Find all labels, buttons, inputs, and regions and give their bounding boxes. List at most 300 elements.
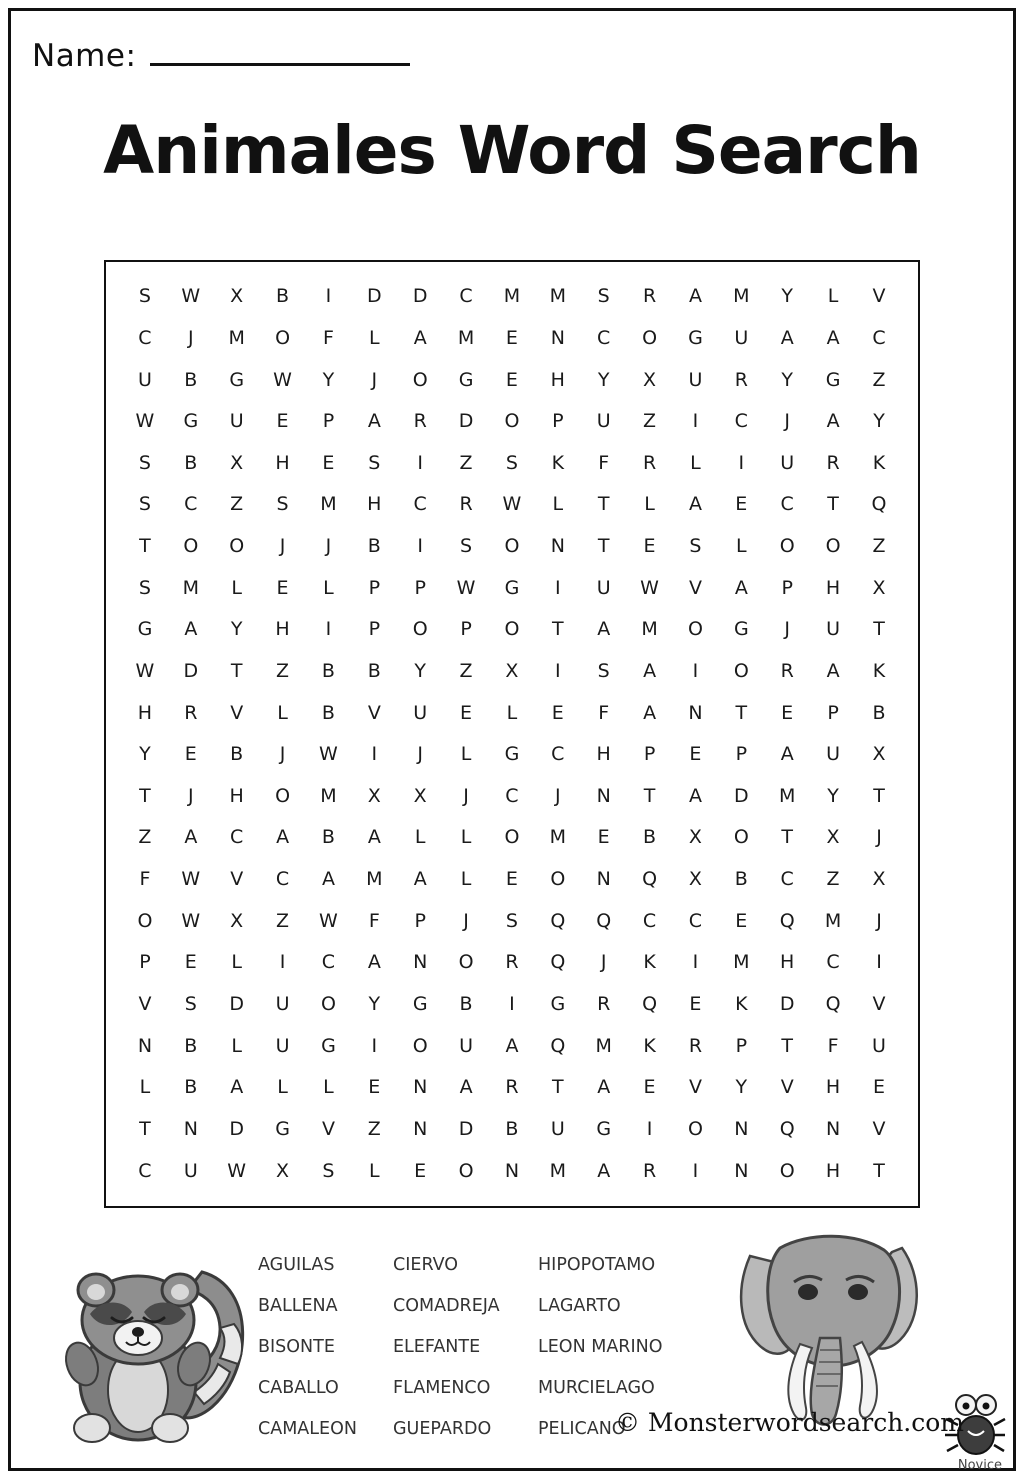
letter-cell[interactable]: L	[460, 826, 472, 849]
letter-cell[interactable]: R	[597, 992, 611, 1015]
letter-cell[interactable]: I	[555, 576, 561, 599]
letter-cell[interactable]: L	[139, 1076, 151, 1099]
letter-cell[interactable]: T	[781, 826, 793, 849]
letter-cell[interactable]: Z	[230, 493, 244, 516]
letter-cell[interactable]: U	[275, 992, 290, 1015]
letter-cell[interactable]: L	[460, 868, 472, 891]
word-list-item[interactable]: PELICANO	[538, 1419, 626, 1439]
letter-cell[interactable]: B	[367, 535, 381, 558]
letter-cell[interactable]: H	[229, 784, 244, 807]
letter-cell[interactable]: A	[597, 1159, 611, 1182]
letter-cell[interactable]: P	[139, 951, 151, 974]
letter-cell[interactable]: J	[784, 618, 790, 641]
letter-cell[interactable]: N	[413, 1076, 428, 1099]
letter-cell[interactable]: E	[184, 951, 197, 974]
letter-cell[interactable]: S	[460, 535, 473, 558]
letter-cell[interactable]: I	[371, 1034, 378, 1057]
letter-cell[interactable]: S	[689, 535, 702, 558]
letter-cell[interactable]: W	[319, 743, 338, 766]
letter-cell[interactable]: Y	[781, 285, 793, 308]
letter-cell[interactable]: L	[552, 493, 564, 516]
letter-cell[interactable]: O	[320, 992, 336, 1015]
letter-cell[interactable]: I	[371, 743, 378, 766]
letter-cell[interactable]: J	[784, 410, 790, 433]
letter-cell[interactable]: C	[688, 909, 703, 932]
letter-cell[interactable]: I	[646, 1117, 653, 1140]
letter-cell[interactable]: D	[458, 410, 474, 433]
letter-cell[interactable]: R	[505, 1076, 519, 1099]
letter-cell[interactable]: E	[414, 1159, 427, 1182]
letter-cell[interactable]: A	[505, 1034, 519, 1057]
letter-cell[interactable]: H	[825, 576, 841, 599]
letter-cell[interactable]: M	[503, 285, 521, 308]
letter-cell[interactable]: G	[596, 1117, 612, 1140]
letter-cell[interactable]: O	[275, 326, 291, 349]
letter-cell[interactable]: B	[230, 743, 244, 766]
letter-cell[interactable]: Z	[872, 535, 886, 558]
letter-cell[interactable]: I	[279, 951, 286, 974]
letter-cell[interactable]: D	[229, 992, 244, 1015]
letter-cell[interactable]: I	[555, 659, 561, 682]
letter-cell[interactable]: P	[414, 576, 426, 599]
letter-cell[interactable]: A	[826, 326, 840, 349]
letter-cell[interactable]: W	[456, 576, 476, 599]
letter-cell[interactable]: M	[457, 326, 475, 349]
letter-cell[interactable]: M	[182, 576, 200, 599]
letter-cell[interactable]: J	[463, 909, 469, 932]
letter-cell[interactable]: Q	[779, 1117, 795, 1140]
letter-cell[interactable]: D	[779, 992, 795, 1015]
letter-cell[interactable]: F	[322, 326, 334, 349]
letter-cell[interactable]: X	[643, 368, 657, 391]
letter-cell[interactable]: E	[735, 909, 748, 932]
letter-cell[interactable]: G	[504, 743, 520, 766]
letter-cell[interactable]: U	[183, 1159, 198, 1182]
letter-cell[interactable]: S	[505, 909, 518, 932]
letter-cell[interactable]: E	[505, 326, 518, 349]
letter-cell[interactable]: J	[371, 368, 378, 391]
letter-cell[interactable]: L	[690, 451, 701, 474]
letter-cell[interactable]: G	[504, 576, 520, 599]
letter-cell[interactable]: T	[552, 1076, 564, 1099]
letter-cell[interactable]: I	[417, 535, 423, 558]
letter-cell[interactable]: T	[552, 618, 564, 641]
letter-cell[interactable]: O	[733, 826, 749, 849]
letter-cell[interactable]: C	[505, 784, 519, 807]
letter-cell[interactable]: L	[231, 951, 242, 974]
letter-cell[interactable]: B	[184, 1076, 198, 1099]
letter-cell[interactable]: O	[137, 909, 153, 932]
letter-cell[interactable]: I	[417, 451, 423, 474]
letter-cell[interactable]: O	[504, 618, 520, 641]
letter-cell[interactable]: T	[139, 784, 151, 807]
letter-cell[interactable]: F	[827, 1034, 839, 1057]
letter-cell[interactable]: Z	[459, 659, 473, 682]
letter-cell[interactable]: N	[550, 326, 565, 349]
letter-cell[interactable]: V	[230, 868, 244, 891]
word-list-item[interactable]: LAGARTO	[538, 1296, 621, 1316]
letter-cell[interactable]: G	[733, 618, 749, 641]
letter-cell[interactable]: A	[413, 326, 427, 349]
letter-cell[interactable]: M	[320, 493, 337, 516]
letter-cell[interactable]: O	[779, 535, 795, 558]
letter-cell[interactable]: E	[597, 826, 610, 849]
letter-cell[interactable]: L	[231, 576, 242, 599]
letter-cell[interactable]: E	[276, 410, 289, 433]
letter-cell[interactable]: J	[463, 784, 469, 807]
letter-cell[interactable]: U	[596, 410, 611, 433]
letter-cell[interactable]: W	[273, 368, 292, 391]
letter-cell[interactable]: O	[825, 535, 841, 558]
letter-cell[interactable]: E	[505, 868, 518, 891]
letter-cell[interactable]: A	[367, 951, 381, 974]
letter-cell[interactable]: R	[734, 368, 748, 391]
letter-cell[interactable]: B	[184, 368, 198, 391]
letter-cell[interactable]: D	[458, 1117, 474, 1140]
letter-cell[interactable]: N	[734, 1117, 749, 1140]
letter-cell[interactable]: U	[275, 1034, 290, 1057]
letter-cell[interactable]: M	[733, 285, 750, 308]
letter-cell[interactable]: Z	[276, 659, 290, 682]
letter-cell[interactable]: N	[825, 1117, 841, 1140]
letter-cell[interactable]: O	[504, 535, 520, 558]
letter-cell[interactable]: D	[733, 784, 749, 807]
letter-cell[interactable]: B	[321, 659, 335, 682]
letter-cell[interactable]: B	[184, 451, 198, 474]
letter-cell[interactable]: G	[550, 992, 566, 1015]
letter-cell[interactable]: A	[321, 868, 335, 891]
letter-cell[interactable]: E	[735, 493, 748, 516]
letter-cell[interactable]: E	[643, 1076, 656, 1099]
letter-cell[interactable]: V	[321, 1117, 335, 1140]
letter-cell[interactable]: C	[734, 410, 748, 433]
letter-cell[interactable]: O	[412, 618, 428, 641]
letter-cell[interactable]: J	[417, 743, 423, 766]
letter-cell[interactable]: X	[688, 868, 702, 891]
letter-cell[interactable]: L	[277, 701, 288, 724]
letter-cell[interactable]: X	[230, 451, 244, 474]
letter-cell[interactable]: A	[184, 618, 198, 641]
letter-cell[interactable]: Q	[825, 992, 841, 1015]
letter-cell[interactable]: R	[780, 659, 794, 682]
letter-cell[interactable]: V	[872, 285, 886, 308]
letter-cell[interactable]: O	[412, 1034, 428, 1057]
letter-cell[interactable]: Y	[414, 659, 426, 682]
letter-cell[interactable]: N	[596, 868, 611, 891]
letter-cell[interactable]: U	[459, 1034, 474, 1057]
letter-cell[interactable]: C	[642, 909, 657, 932]
letter-cell[interactable]: P	[414, 909, 426, 932]
letter-cell[interactable]: C	[184, 493, 198, 516]
letter-cell[interactable]: Y	[322, 368, 335, 391]
letter-cell[interactable]: M	[733, 951, 750, 974]
letter-cell[interactable]: S	[505, 451, 518, 474]
letter-cell[interactable]: C	[413, 493, 427, 516]
letter-cell[interactable]: L	[827, 285, 839, 308]
letter-cell[interactable]: C	[275, 868, 290, 891]
letter-cell[interactable]: M	[549, 826, 567, 849]
letter-cell[interactable]: E	[276, 576, 289, 599]
letter-cell[interactable]: I	[876, 951, 882, 974]
letter-cell[interactable]: U	[596, 576, 611, 599]
letter-cell[interactable]: J	[555, 784, 561, 807]
letter-cell[interactable]: R	[505, 951, 519, 974]
letter-cell[interactable]: Z	[459, 451, 473, 474]
letter-cell[interactable]: L	[369, 326, 380, 349]
word-list-item[interactable]: CIERVO	[393, 1255, 459, 1275]
letter-cell[interactable]: Q	[871, 493, 887, 516]
letter-cell[interactable]: X	[505, 659, 519, 682]
letter-cell[interactable]: N	[183, 1117, 198, 1140]
letter-cell[interactable]: V	[688, 576, 702, 599]
letter-cell[interactable]: C	[459, 285, 473, 308]
letter-cell[interactable]: V	[872, 992, 886, 1015]
letter-cell[interactable]: K	[551, 451, 565, 474]
letter-cell[interactable]: I	[509, 992, 515, 1015]
letter-cell[interactable]: T	[643, 784, 656, 807]
letter-cell[interactable]: M	[366, 868, 383, 891]
letter-cell[interactable]: T	[230, 659, 243, 682]
letter-cell[interactable]: X	[230, 909, 244, 932]
letter-cell[interactable]: B	[459, 992, 473, 1015]
letter-cell[interactable]: P	[552, 410, 564, 433]
letter-cell[interactable]: B	[184, 1034, 198, 1057]
letter-cell[interactable]: W	[181, 868, 201, 891]
letter-cell[interactable]: L	[460, 743, 472, 766]
letter-cell[interactable]: C	[321, 951, 336, 974]
letter-cell[interactable]: Y	[230, 618, 243, 641]
letter-cell[interactable]: K	[735, 992, 748, 1015]
letter-cell[interactable]: G	[458, 368, 474, 391]
letter-cell[interactable]: E	[872, 1076, 885, 1099]
letter-cell[interactable]: C	[230, 826, 244, 849]
letter-cell[interactable]: I	[692, 1159, 699, 1182]
letter-cell[interactable]: D	[183, 659, 199, 682]
letter-cell[interactable]: S	[276, 493, 289, 516]
letter-cell[interactable]: C	[826, 951, 840, 974]
letter-cell[interactable]: W	[135, 659, 155, 682]
letter-cell[interactable]: M	[549, 285, 567, 308]
letter-cell[interactable]: J	[325, 535, 332, 558]
letter-cell[interactable]: O	[504, 826, 520, 849]
letter-cell[interactable]: J	[188, 326, 194, 349]
letter-cell[interactable]: N	[596, 784, 611, 807]
letter-cell[interactable]: H	[825, 1076, 841, 1099]
letter-cell[interactable]: H	[367, 493, 382, 516]
letter-cell[interactable]: E	[551, 701, 564, 724]
word-list-item[interactable]: HIPOPOTAMO	[538, 1255, 656, 1275]
letter-cell[interactable]: O	[687, 618, 703, 641]
letter-cell[interactable]: G	[321, 1034, 336, 1057]
letter-cell[interactable]: H	[825, 1159, 841, 1182]
word-list-item[interactable]: BALLENA	[258, 1296, 338, 1316]
letter-cell[interactable]: L	[231, 1034, 242, 1057]
letter-cell[interactable]: V	[872, 1117, 886, 1140]
letter-cell[interactable]: H	[137, 701, 153, 724]
word-list-item[interactable]: FLAMENCO	[393, 1378, 491, 1398]
letter-cell[interactable]: F	[368, 909, 380, 932]
letter-cell[interactable]: A	[367, 410, 381, 433]
letter-cell[interactable]: S	[597, 659, 610, 682]
letter-cell[interactable]: U	[550, 1117, 565, 1140]
letter-cell[interactable]: G	[688, 326, 703, 349]
letter-cell[interactable]: R	[688, 1034, 703, 1057]
letter-cell[interactable]: Y	[735, 1076, 748, 1099]
letter-cell[interactable]: T	[139, 535, 151, 558]
letter-cell[interactable]: H	[550, 368, 565, 391]
letter-cell[interactable]: S	[138, 285, 151, 308]
letter-cell[interactable]: K	[872, 451, 886, 474]
letter-cell[interactable]: D	[366, 285, 382, 308]
letter-cell[interactable]: R	[642, 285, 657, 308]
letter-cell[interactable]: T	[873, 618, 885, 641]
letter-cell[interactable]: T	[597, 535, 610, 558]
letter-cell[interactable]: U	[826, 618, 841, 641]
letter-cell[interactable]: U	[137, 368, 152, 391]
letter-cell[interactable]: G	[825, 368, 841, 391]
letter-cell[interactable]: M	[641, 618, 658, 641]
letter-cell[interactable]: C	[551, 743, 565, 766]
letter-cell[interactable]: B	[321, 701, 335, 724]
letter-cell[interactable]: J	[279, 743, 286, 766]
letter-cell[interactable]: A	[780, 326, 794, 349]
letter-cell[interactable]: F	[139, 868, 151, 891]
letter-cell[interactable]: O	[550, 868, 566, 891]
letter-cell[interactable]: O	[229, 535, 245, 558]
letter-cell[interactable]: X	[230, 285, 244, 308]
letter-cell[interactable]: M	[778, 784, 796, 807]
letter-cell[interactable]: T	[139, 1117, 151, 1140]
letter-cell[interactable]: J	[188, 784, 194, 807]
letter-cell[interactable]: W	[135, 410, 155, 433]
word-list-item[interactable]: ELEFANTE	[393, 1337, 481, 1357]
letter-cell[interactable]: N	[413, 951, 428, 974]
letter-cell[interactable]: B	[321, 826, 335, 849]
letter-cell[interactable]: E	[184, 743, 197, 766]
letter-cell[interactable]: I	[692, 410, 699, 433]
letter-cell[interactable]: P	[322, 410, 335, 433]
letter-cell[interactable]: M	[549, 1159, 567, 1182]
letter-cell[interactable]: I	[692, 659, 699, 682]
word-list-item[interactable]: LEON MARINO	[538, 1337, 663, 1357]
letter-cell[interactable]: J	[279, 535, 286, 558]
letter-cell[interactable]: H	[596, 743, 611, 766]
letter-cell[interactable]: Z	[138, 826, 152, 849]
letter-cell[interactable]: A	[459, 1076, 473, 1099]
letter-cell[interactable]: Z	[276, 909, 290, 932]
letter-cell[interactable]: C	[138, 326, 152, 349]
letter-cell[interactable]: V	[230, 701, 244, 724]
letter-cell[interactable]: Y	[827, 784, 839, 807]
letter-cell[interactable]: A	[413, 868, 427, 891]
letter-cell[interactable]: I	[325, 285, 332, 308]
letter-cell[interactable]: W	[319, 909, 338, 932]
letter-cell[interactable]: V	[780, 1076, 794, 1099]
letter-cell[interactable]: Y	[368, 992, 381, 1015]
letter-cell[interactable]: R	[184, 701, 198, 724]
letter-cell[interactable]: E	[689, 992, 702, 1015]
letter-cell[interactable]: I	[325, 618, 332, 641]
letter-cell[interactable]: C	[872, 326, 886, 349]
letter-cell[interactable]: U	[872, 1034, 886, 1057]
letter-cell[interactable]: B	[505, 1117, 519, 1140]
letter-cell[interactable]: U	[826, 743, 841, 766]
letter-cell[interactable]: O	[642, 326, 658, 349]
letter-cell[interactable]: O	[733, 659, 749, 682]
letter-cell[interactable]: M	[824, 909, 842, 932]
letter-cell[interactable]: A	[734, 576, 748, 599]
letter-cell[interactable]: Z	[872, 368, 886, 391]
letter-cell[interactable]: S	[184, 992, 197, 1015]
letter-cell[interactable]: Q	[550, 951, 566, 974]
letter-cell[interactable]: O	[275, 784, 291, 807]
letter-cell[interactable]: A	[826, 410, 840, 433]
letter-cell[interactable]: Y	[139, 743, 151, 766]
letter-cell[interactable]: B	[643, 826, 657, 849]
letter-cell[interactable]: Z	[643, 410, 657, 433]
letter-cell[interactable]: J	[876, 909, 882, 932]
letter-cell[interactable]: B	[367, 659, 381, 682]
letter-cell[interactable]: G	[183, 410, 199, 433]
name-write-line[interactable]	[150, 40, 410, 66]
letter-cell[interactable]: J	[876, 826, 882, 849]
letter-cell[interactable]: S	[597, 285, 610, 308]
letter-cell[interactable]: A	[184, 826, 198, 849]
letter-cell[interactable]: R	[413, 410, 427, 433]
letter-cell[interactable]: E	[689, 743, 702, 766]
letter-cell[interactable]: P	[643, 743, 656, 766]
letter-cell[interactable]: F	[598, 701, 610, 724]
letter-cell[interactable]: R	[642, 451, 657, 474]
letter-cell[interactable]: A	[276, 826, 290, 849]
letter-cell[interactable]: K	[872, 659, 886, 682]
letter-cell[interactable]: T	[597, 493, 610, 516]
word-list-item[interactable]: AGUILAS	[258, 1255, 335, 1275]
letter-cell[interactable]: E	[460, 701, 473, 724]
letter-cell[interactable]: Q	[779, 909, 795, 932]
letter-cell[interactable]: C	[780, 868, 794, 891]
word-search-grid[interactable]	[104, 260, 920, 1208]
letter-cell[interactable]: U	[780, 451, 795, 474]
letter-cell[interactable]: P	[368, 618, 381, 641]
letter-cell[interactable]: A	[643, 659, 657, 682]
letter-cell[interactable]: K	[643, 1034, 656, 1057]
letter-cell[interactable]: G	[275, 1117, 290, 1140]
letter-cell[interactable]: P	[735, 743, 748, 766]
letter-cell[interactable]: R	[826, 451, 840, 474]
letter-cell[interactable]: X	[276, 1159, 290, 1182]
letter-cell[interactable]: W	[227, 1159, 247, 1182]
letter-cell[interactable]: V	[367, 701, 381, 724]
letter-cell[interactable]: S	[138, 493, 151, 516]
letter-cell[interactable]: O	[458, 1159, 474, 1182]
letter-cell[interactable]: A	[643, 701, 657, 724]
letter-cell[interactable]: Q	[550, 1034, 566, 1057]
letter-cell[interactable]: E	[781, 701, 794, 724]
letter-cell[interactable]: H	[780, 951, 795, 974]
letter-cell[interactable]: Q	[550, 909, 566, 932]
letter-cell[interactable]: I	[692, 951, 699, 974]
letter-cell[interactable]: T	[873, 1159, 885, 1182]
letter-cell[interactable]: I	[738, 451, 745, 474]
letter-cell[interactable]: L	[644, 493, 655, 516]
letter-cell[interactable]: O	[504, 410, 520, 433]
letter-cell[interactable]: T	[735, 701, 748, 724]
letter-cell[interactable]: Z	[367, 1117, 381, 1140]
letter-cell[interactable]: X	[367, 784, 381, 807]
letter-cell[interactable]: H	[275, 618, 290, 641]
letter-cell[interactable]: X	[872, 743, 886, 766]
